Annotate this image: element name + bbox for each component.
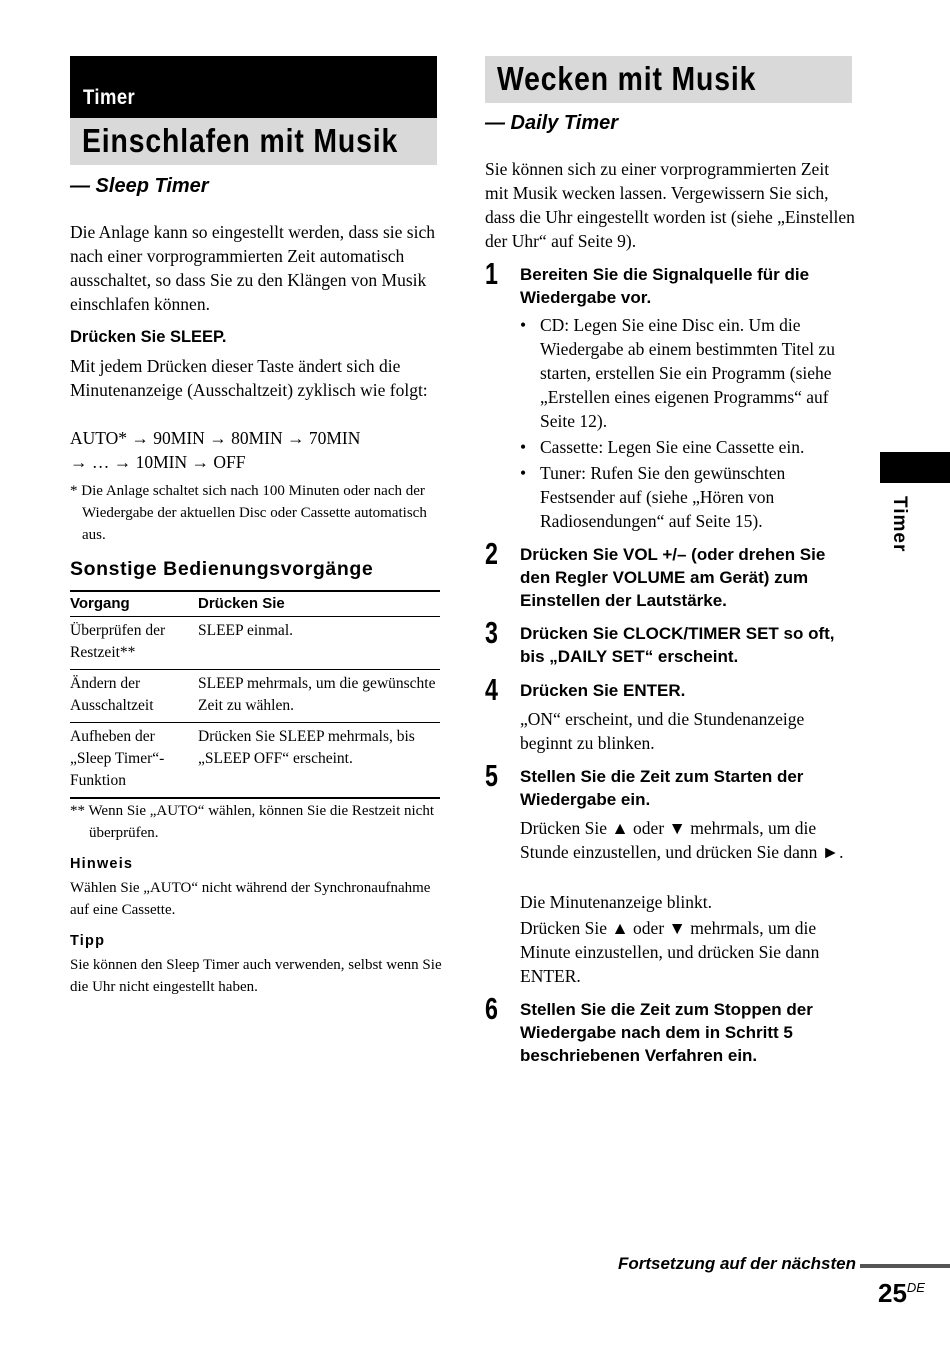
table-row xyxy=(70,670,440,723)
cycle-line-1: AUTO* → 90MIN → 80MIN → 70MIN xyxy=(70,428,361,448)
intro-right: Sie können sich zu einer vorprogrammierten Zeit mit Musik wecken lassen. Vergewissern Sie sich, dass die Uhr eingestellt worden ist (siehe „Einstellen der Uhr“ auf Seite 9). xyxy=(485,159,855,251)
title-bar-left xyxy=(70,118,437,165)
list-item: • Tuner: Rufen Sie den gewünschten Festsender auf (siehe „Hören von Radiosendungen“ auf Seite 15). xyxy=(520,461,856,533)
page-title-right: Wecken mit Musik xyxy=(497,60,757,97)
step-number-5: 5 xyxy=(485,758,498,793)
table-cell: Ändern der Ausschaltzeit xyxy=(70,670,198,723)
section-tag-bar xyxy=(70,56,437,118)
table-cell: Überprüfen der Restzeit** xyxy=(70,617,198,670)
list-item: • Cassette: Legen Sie eine Cassette ein. xyxy=(520,435,856,459)
continued-line xyxy=(860,1264,950,1268)
step-text-4: Drücken Sie ENTER. xyxy=(520,681,686,700)
table-cell: SLEEP mehrmals, um die gewünschte Zeit zu wählen. xyxy=(198,670,440,723)
footnote-2: ** Wenn Sie „AUTO“ wählen, können Sie die Restzeit nicht überprüfen. xyxy=(70,803,434,841)
page-number xyxy=(878,1278,925,1309)
table-cell: Drücken Sie SLEEP mehrmals, bis „SLEEP OFF“ erscheint. xyxy=(198,723,440,799)
hint-heading: Hinweis xyxy=(70,856,134,872)
step-5-detail-3: Drücken Sie ▲ oder ▼ mehrmals, um die Minute einzustellen, und drücken Sie dann ENTER. xyxy=(520,918,820,986)
page-title-left: Einschlafen mit Musik xyxy=(82,122,399,159)
step-text-1: Bereiten Sie die Signalquelle für die Wiedergabe vor. xyxy=(520,265,810,307)
step-number-3: 3 xyxy=(485,615,498,650)
operations-table xyxy=(70,590,440,799)
page-number-suffix: DE xyxy=(906,1280,925,1295)
side-tab-marker xyxy=(880,452,950,483)
section-tag: Timer xyxy=(83,86,136,109)
step-4-detail: „ON“ erscheint, und die Stundenanzeige beginnt zu blinken. xyxy=(520,709,805,753)
other-ops-heading: Sonstige Bedienungsvorgänge xyxy=(70,558,374,580)
intro-left: Die Anlage kann so eingestellt werden, dass sie sich nach einer vorprogrammierten Zeit automatisch ausschaltet, so dass Sie zu den Klängen von Musik einschlafen können. xyxy=(70,222,435,314)
table-cell: Aufheben der „Sleep Timer“-Funktion xyxy=(70,723,198,799)
step-number-1: 1 xyxy=(485,256,498,291)
continued-label: Fortsetzung auf der nächsten xyxy=(617,1254,856,1273)
step-text-5: Stellen Sie die Zeit zum Starten der Wiedergabe ein. xyxy=(520,767,804,809)
instruction-heading: Drücken Sie SLEEP. xyxy=(70,328,227,346)
table-cell: SLEEP einmal. xyxy=(198,617,440,670)
title-bar-right xyxy=(485,56,852,103)
footnote-1: * Die Anlage schaltet sich nach 100 Minuten oder nach der Wiedergabe der aktuellen Disc oder Cassette automatisch aus. xyxy=(70,483,427,543)
subtitle-right: — Daily Timer xyxy=(485,112,619,134)
step-number-4: 4 xyxy=(485,672,498,707)
step-text-2: Drücken Sie VOL +/– (oder drehen Sie den Regler VOLUME am Gerät) zum Einstellen der Lautstärke. xyxy=(520,545,826,610)
step-1-bullets xyxy=(520,313,856,535)
table-row xyxy=(70,723,440,799)
instruction-text: Mit jedem Drücken dieser Taste ändert sich die Minutenanzeige (Ausschaltzeit) zyklisch wie folgt: xyxy=(70,356,428,400)
tip-text: Sie können den Sleep Timer auch verwenden, selbst wenn Sie die Uhr nicht eingestellt haben. xyxy=(70,957,442,995)
subtitle-left: — Sleep Timer xyxy=(70,175,209,197)
step-text-3: Drücken Sie CLOCK/TIMER SET so oft, bis „DAILY SET“ erscheint. xyxy=(520,624,835,666)
table-header-vorgang: Vorgang xyxy=(70,591,198,617)
list-item: • CD: Legen Sie eine Disc ein. Um die Wiedergabe ab einem bestimmten Titel zu starten, erstellen Sie ein Programm (siehe „Erstellen eines eigenen Programms“ auf Seite 12). xyxy=(520,313,856,433)
table-header-druecken: Drücken Sie xyxy=(198,591,440,617)
page-number-value: 25 xyxy=(878,1278,907,1308)
table-row xyxy=(70,617,440,670)
side-tab-label: Timer xyxy=(889,496,910,553)
step-number-2: 2 xyxy=(485,536,498,571)
step-5-detail-1: Drücken Sie ▲ oder ▼ mehrmals, um die Stunde einzustellen, und drücken Sie dann ►. xyxy=(520,818,844,862)
cycle-line-2: → … → 10MIN → OFF xyxy=(70,452,246,472)
step-number-6: 6 xyxy=(485,991,498,1026)
step-5-detail-2: Die Minutenanzeige blinkt. xyxy=(520,892,712,912)
step-text-6: Stellen Sie die Zeit zum Stoppen der Wiedergabe nach dem in Schritt 5 beschriebenen Verfahren ein. xyxy=(520,1000,813,1065)
hint-text: Wählen Sie „AUTO“ nicht während der Synchronaufnahme auf eine Cassette. xyxy=(70,880,431,918)
tip-heading: Tipp xyxy=(70,933,106,949)
